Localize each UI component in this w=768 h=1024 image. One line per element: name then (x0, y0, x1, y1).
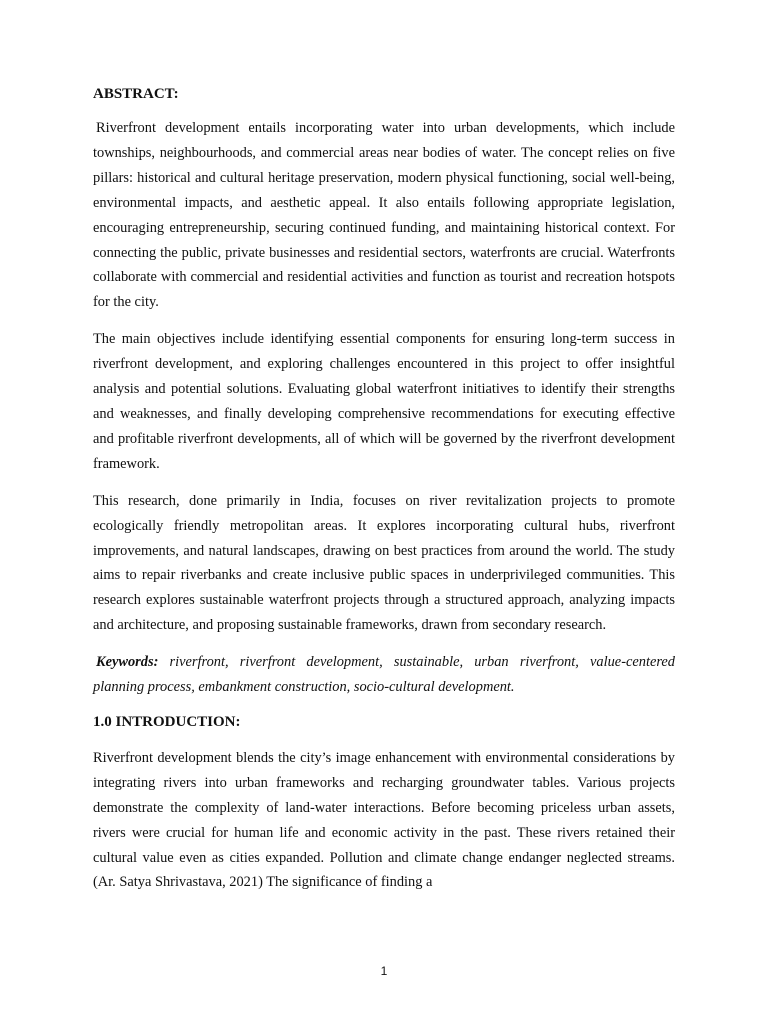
keywords-paragraph (93, 650, 675, 700)
abstract-paragraph-2: The main objectives include identifying essential components for ensuring long-term success in riverfront development, and exploring challenges encountered in this project to offer insightful analysis and potential solutions. Evaluating global waterfront initiatives to identify their strengths and weaknesses, and finally developing comprehensive recommendations for executing effective and profitable riverfront developments, all of which will be governed by the riverfront development framework. (93, 331, 675, 472)
abstract-paragraph-1: Riverfront development entails incorporating water into urban developments, which include townships, neighbourhoods, and commercial areas near bodies of water. The concept relies on five pillars: historical and cultural heritage preservation, modern physical functioning, social well-being, environmental impacts, and aesthetic appeal. It also entails following appropriate legislation, encouraging entrepreneurship, securing continued funding, and maintaining historical context. For connecting the public, private businesses and residential sectors, waterfronts are crucial. Waterfronts collaborate with commercial and residential activities and function as tourist and recreation hotspots for the city. (93, 120, 675, 311)
keywords-text: riverfront, riverfront development, sustainable, urban riverfront, value-centered planning process, embankment construction, socio-cultural development. (93, 654, 675, 696)
introduction-heading: 1.0 INTRODUCTION: (93, 713, 241, 730)
abstract-heading: ABSTRACT: (93, 86, 179, 102)
abstract-paragraph-3: This research, done primarily in India, focuses on river revitalization projects to promote ecologically friendly metropolitan areas. It explores incorporating cultural hubs, riverfront improvements, and natural landscapes, drawing on best practices from around the world. The study aims to repair riverbanks and create inclusive public spaces in underprivileged communities. This research explores sustainable waterfront projects through a structured approach, analyzing impacts and architecture, and proposing sustainable frameworks, drawn from secondary research. (93, 492, 675, 634)
keywords-label: Keywords: (96, 654, 159, 671)
document-page (93, 84, 675, 907)
introduction-paragraph: Riverfront development blends the city’s image enhancement with environmental considerations by integrating rivers into urban frameworks and recharging groundwater tables. Various projects demonstrate the complexity of land-water interactions. Before becoming priceless urban assets, rivers were crucial for human life and economic activity in the past. These rivers retained their cultural value even as cities expanded. Pollution and climate change endanger neglected streams. (Ar. Satya Shrivastava, 2021) The significance of finding a (93, 749, 675, 891)
page-number: 1 (380, 964, 388, 978)
